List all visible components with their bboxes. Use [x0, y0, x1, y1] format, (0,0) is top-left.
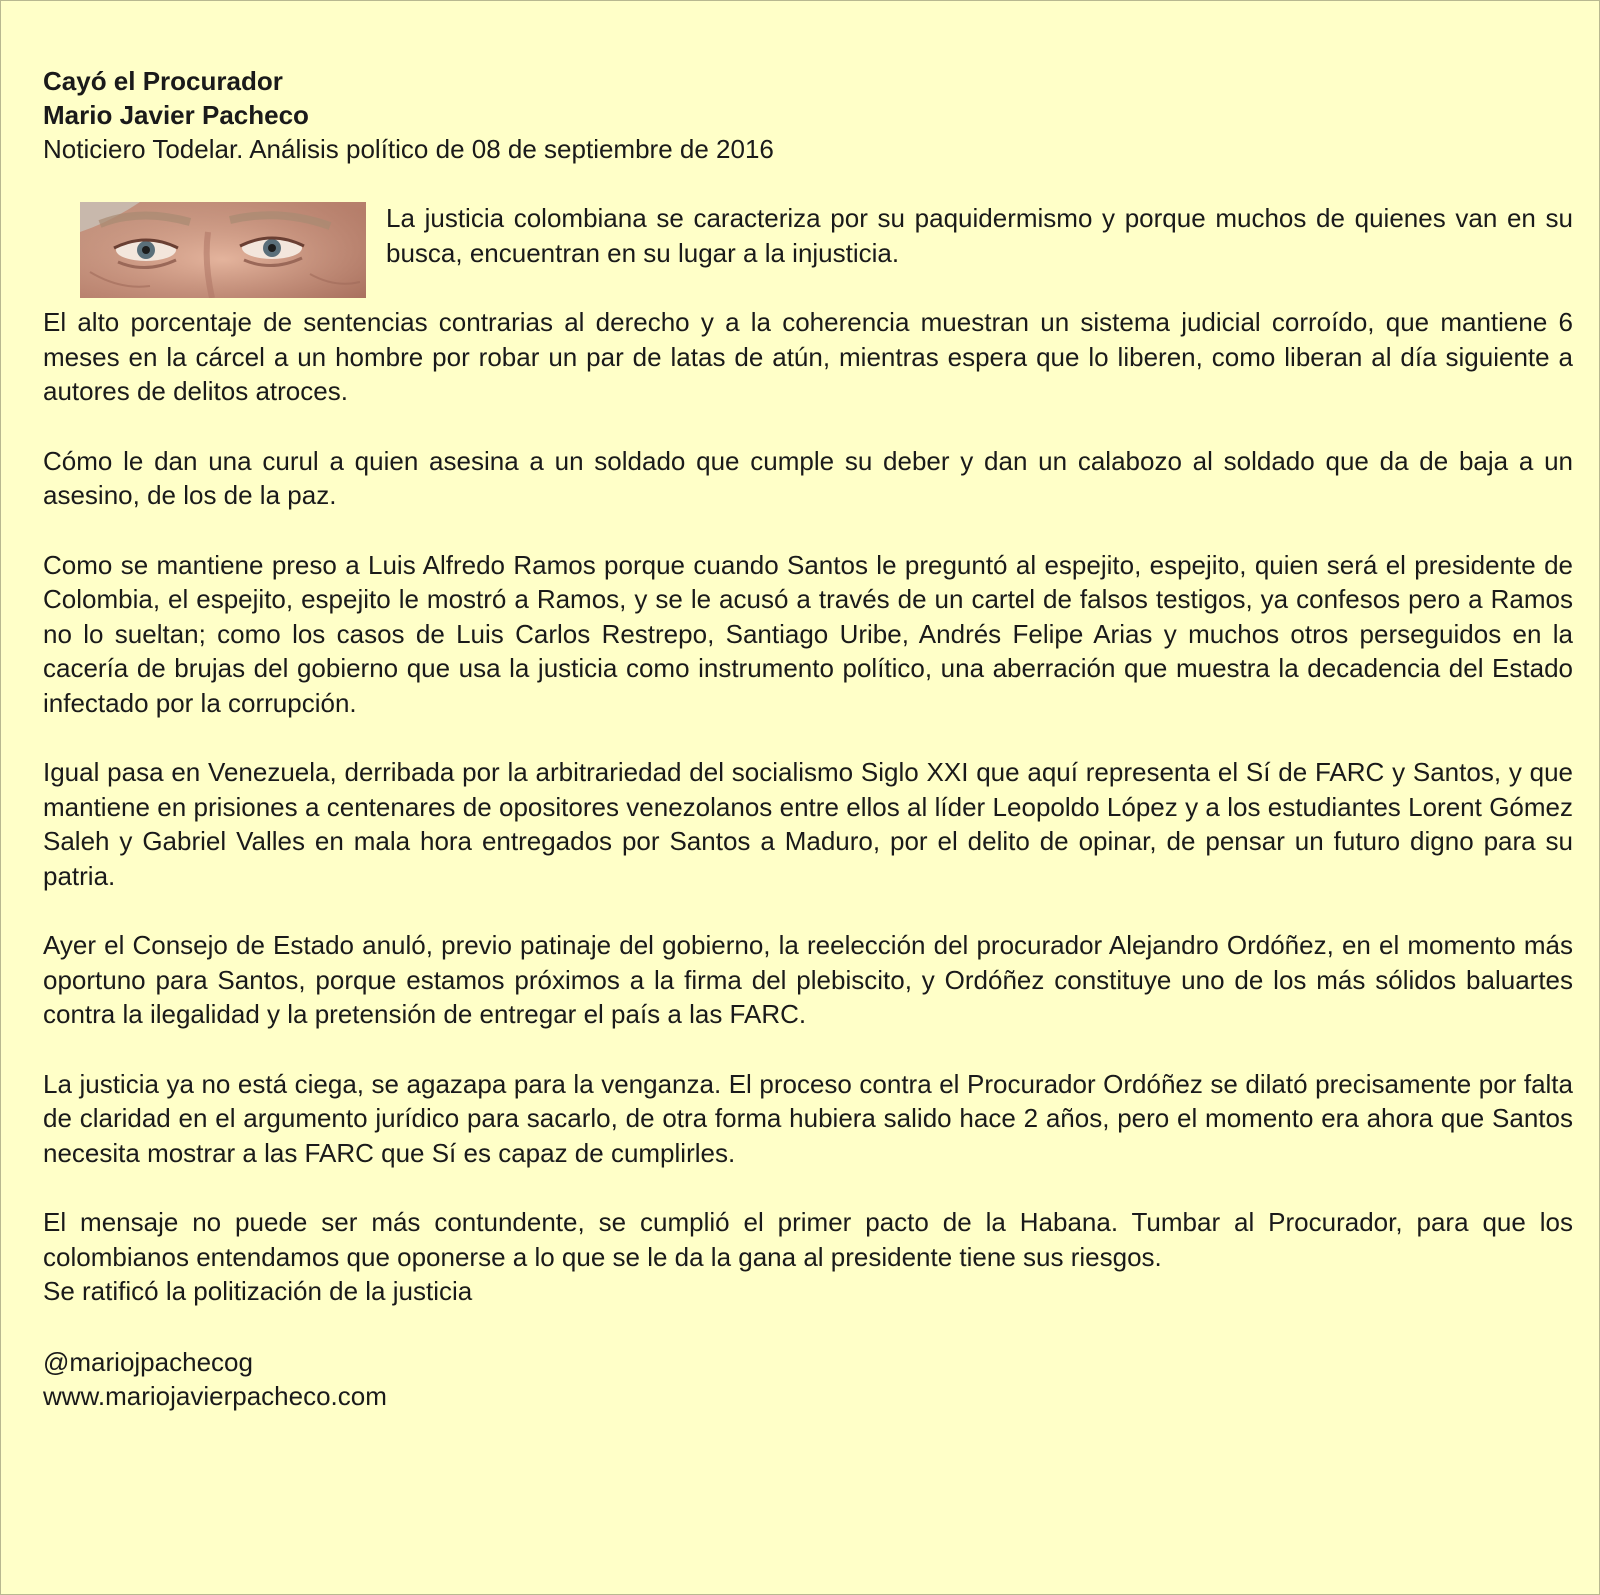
paragraph-7: La justicia ya no está ciega, se agazapa para la venganza. El proceso contra el Procurador Ordóñez se dilató precisamente por falta de claridad en el argumento jurídico para sacarlo, de otra forma hubiera salido hace 2 años, pero el momento era ahora que Santos necesita mostrar a las FARC que Sí es capaz de cumplirles.: [43, 1068, 1573, 1168]
paragraph-6: Ayer el Consejo de Estado anuló, previo patinaje del gobierno, la reelección del procurador Alejandro Ordóñez, en el momento más oportuno para Santos, porque estamos próximos a la firma del plebiscito, y Ordóñez constituye uno de los más sólidos baluartes contra la ilegalidad y la pretensión de entregar el país a las FARC.: [43, 930, 1573, 1029]
twitter-handle: @mariojpachecog: [43, 1346, 253, 1377]
website-link: www.mariojavierpacheco.com: [43, 1380, 387, 1411]
article-author: Mario Javier Pacheco: [43, 100, 309, 130]
article-source: Noticiero Todelar. Análisis político de 08 de septiembre de 2016: [43, 134, 774, 164]
paragraph-5: Igual pasa en Venezuela, derribada por la arbitrariedad del socialismo Siglo XXI que aquí representa el Sí de FARC y Santos, y que mantiene en prisiones a centenares de opositores venezolanos entre ellos al líder Leopoldo López y a los estudiantes Lorent Gómez Saleh y Gabriel Valles en mala hora entregados por Santos a Maduro, por el delito de opinar, de pensar un futuro digno para su patria.: [43, 757, 1573, 891]
author-photo: [80, 202, 366, 298]
paragraph-3: Cómo le dan una curul a quien asesina a un soldado que cumple su deber y dan un calabozo al soldado que da de baja a un asesino, de los de la paz.: [43, 445, 1573, 510]
article: [43, 64, 1573, 1413]
paragraph-4: Como se mantiene preso a Luis Alfredo Ramos porque cuando Santos le preguntó al espejito, espejito, quien será el presidente de Colombia, el espejito, espejito le mostró a Ramos, y se le acusó a través de un cartel de falsos testigos, ya confesos pero a Ramos no lo sueltan; como los casos de Luis Carlos Restrepo, Santiago Uribe, Andrés Felipe Arias y muchos otros perseguidos en la cacería de brujas del gobierno que usa la justicia como instrumento político, una aberración que muestra la decadencia del Estado infectado por la corrupción.: [43, 549, 1573, 718]
paragraph-2: El alto porcentaje de sentencias contrarias al derecho y a la coherencia muestran un sistema judicial corroído, que mantiene 6 meses en la cárcel a un hombre por robar un par de latas de atún, mientras espera que lo liberen, como liberan al día siguiente a autores de delitos atroces.: [43, 307, 1573, 406]
paragraph-9: Se ratificó la politización de la justicia: [43, 1276, 473, 1306]
paragraph-1: La justicia colombiana se caracteriza por su paquidermismo y porque muchos de quienes van en su busca, encuentran en su lugar a la injusticia.: [386, 203, 1573, 268]
article-title: Cayó el Procurador: [43, 66, 283, 96]
contact-block: [43, 1345, 1573, 1413]
paragraph-8: El mensaje no puede ser más contundente, se cumplió el primer pacto de la Habana. Tumbar al Procurador, para que los colombianos entendamos que oponerse a lo que se le da la gana al presidente tiene sus riesgos.: [43, 1207, 1573, 1272]
